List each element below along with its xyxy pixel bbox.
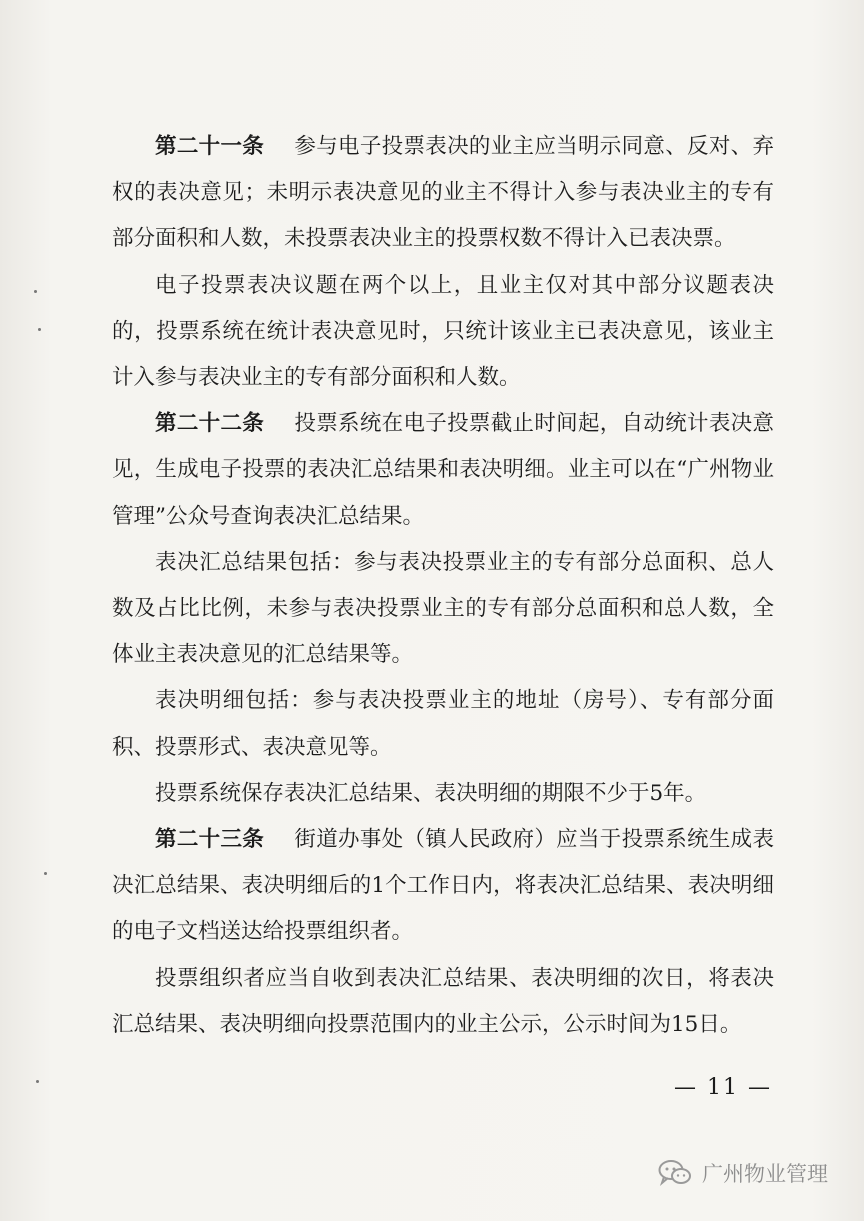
- wechat-watermark: [658, 1158, 828, 1188]
- scan-speck: [36, 1080, 39, 1083]
- paragraph: [112, 401, 774, 540]
- paragraph-text: 参与电子投票表决的业主应当明示同意、反对、弃权的表决意见；未明示表决意见的业主不得计入参与表决业主的专有部分面积和人数，未投票表决业主的投票权数不得计入已表决票。: [112, 134, 774, 252]
- paragraph: [112, 817, 774, 956]
- paragraph: [112, 540, 774, 679]
- paragraph: [112, 263, 774, 402]
- page-number: — 11 —: [674, 1075, 772, 1100]
- paragraph-text: 投票系统在电子投票截止时间起，自动统计表决意见，生成电子投票的表决汇总结果和表决明细。业主可以在“广州物业管理”公众号查询表决汇总结果。: [112, 411, 774, 529]
- scan-speck: [38, 328, 41, 331]
- scan-speck: [44, 872, 47, 875]
- scan-speck: [34, 290, 37, 293]
- paragraph: [112, 678, 774, 770]
- paragraph-text: 投票组织者应当自收到表决汇总结果、表决明细的次日，将表决汇总结果、表决明细向投票范围内的业主公示，公示时间为15日。: [112, 965, 774, 1037]
- watermark-label: 广州物业管理: [702, 1162, 828, 1186]
- paragraph-text: 电子投票表决议题在两个以上，且业主仅对其中部分议题表决的，投票系统在统计表决意见时，只统计该业主已表决意见，该业主计入参与表决业主的专有部分面积和人数。: [112, 272, 774, 391]
- wechat-icon: [658, 1159, 692, 1187]
- paragraph-text: 表决明细包括：参与表决投票业主的地址（房号）、专有部分面积、投票形式、表决意见等。: [112, 688, 774, 760]
- article-heading: 第二十三条: [155, 827, 265, 853]
- paragraph-text: 表决汇总结果包括：参与表决投票业主的专有部分总面积、总人数及占比比例，未参与表决投票业主的专有部分总面积和总人数，全体业主表决意见的汇总结果等。: [112, 549, 774, 668]
- paragraph-text: 街道办事处（镇人民政府）应当于投票系统生成表决汇总结果、表决明细后的1个工作日内，将表决汇总结果、表决明细的电子文档送达给投票组织者。: [112, 827, 774, 945]
- article-heading: 第二十二条: [155, 411, 265, 437]
- paragraph-text: 投票系统保存表决汇总结果、表决明细的期限不少于5年。: [155, 780, 707, 806]
- article-heading: 第二十一条: [155, 134, 265, 159]
- paragraph: [112, 956, 774, 1048]
- paragraph: [112, 124, 774, 263]
- paragraph: [112, 771, 774, 817]
- document-body: [112, 124, 774, 1048]
